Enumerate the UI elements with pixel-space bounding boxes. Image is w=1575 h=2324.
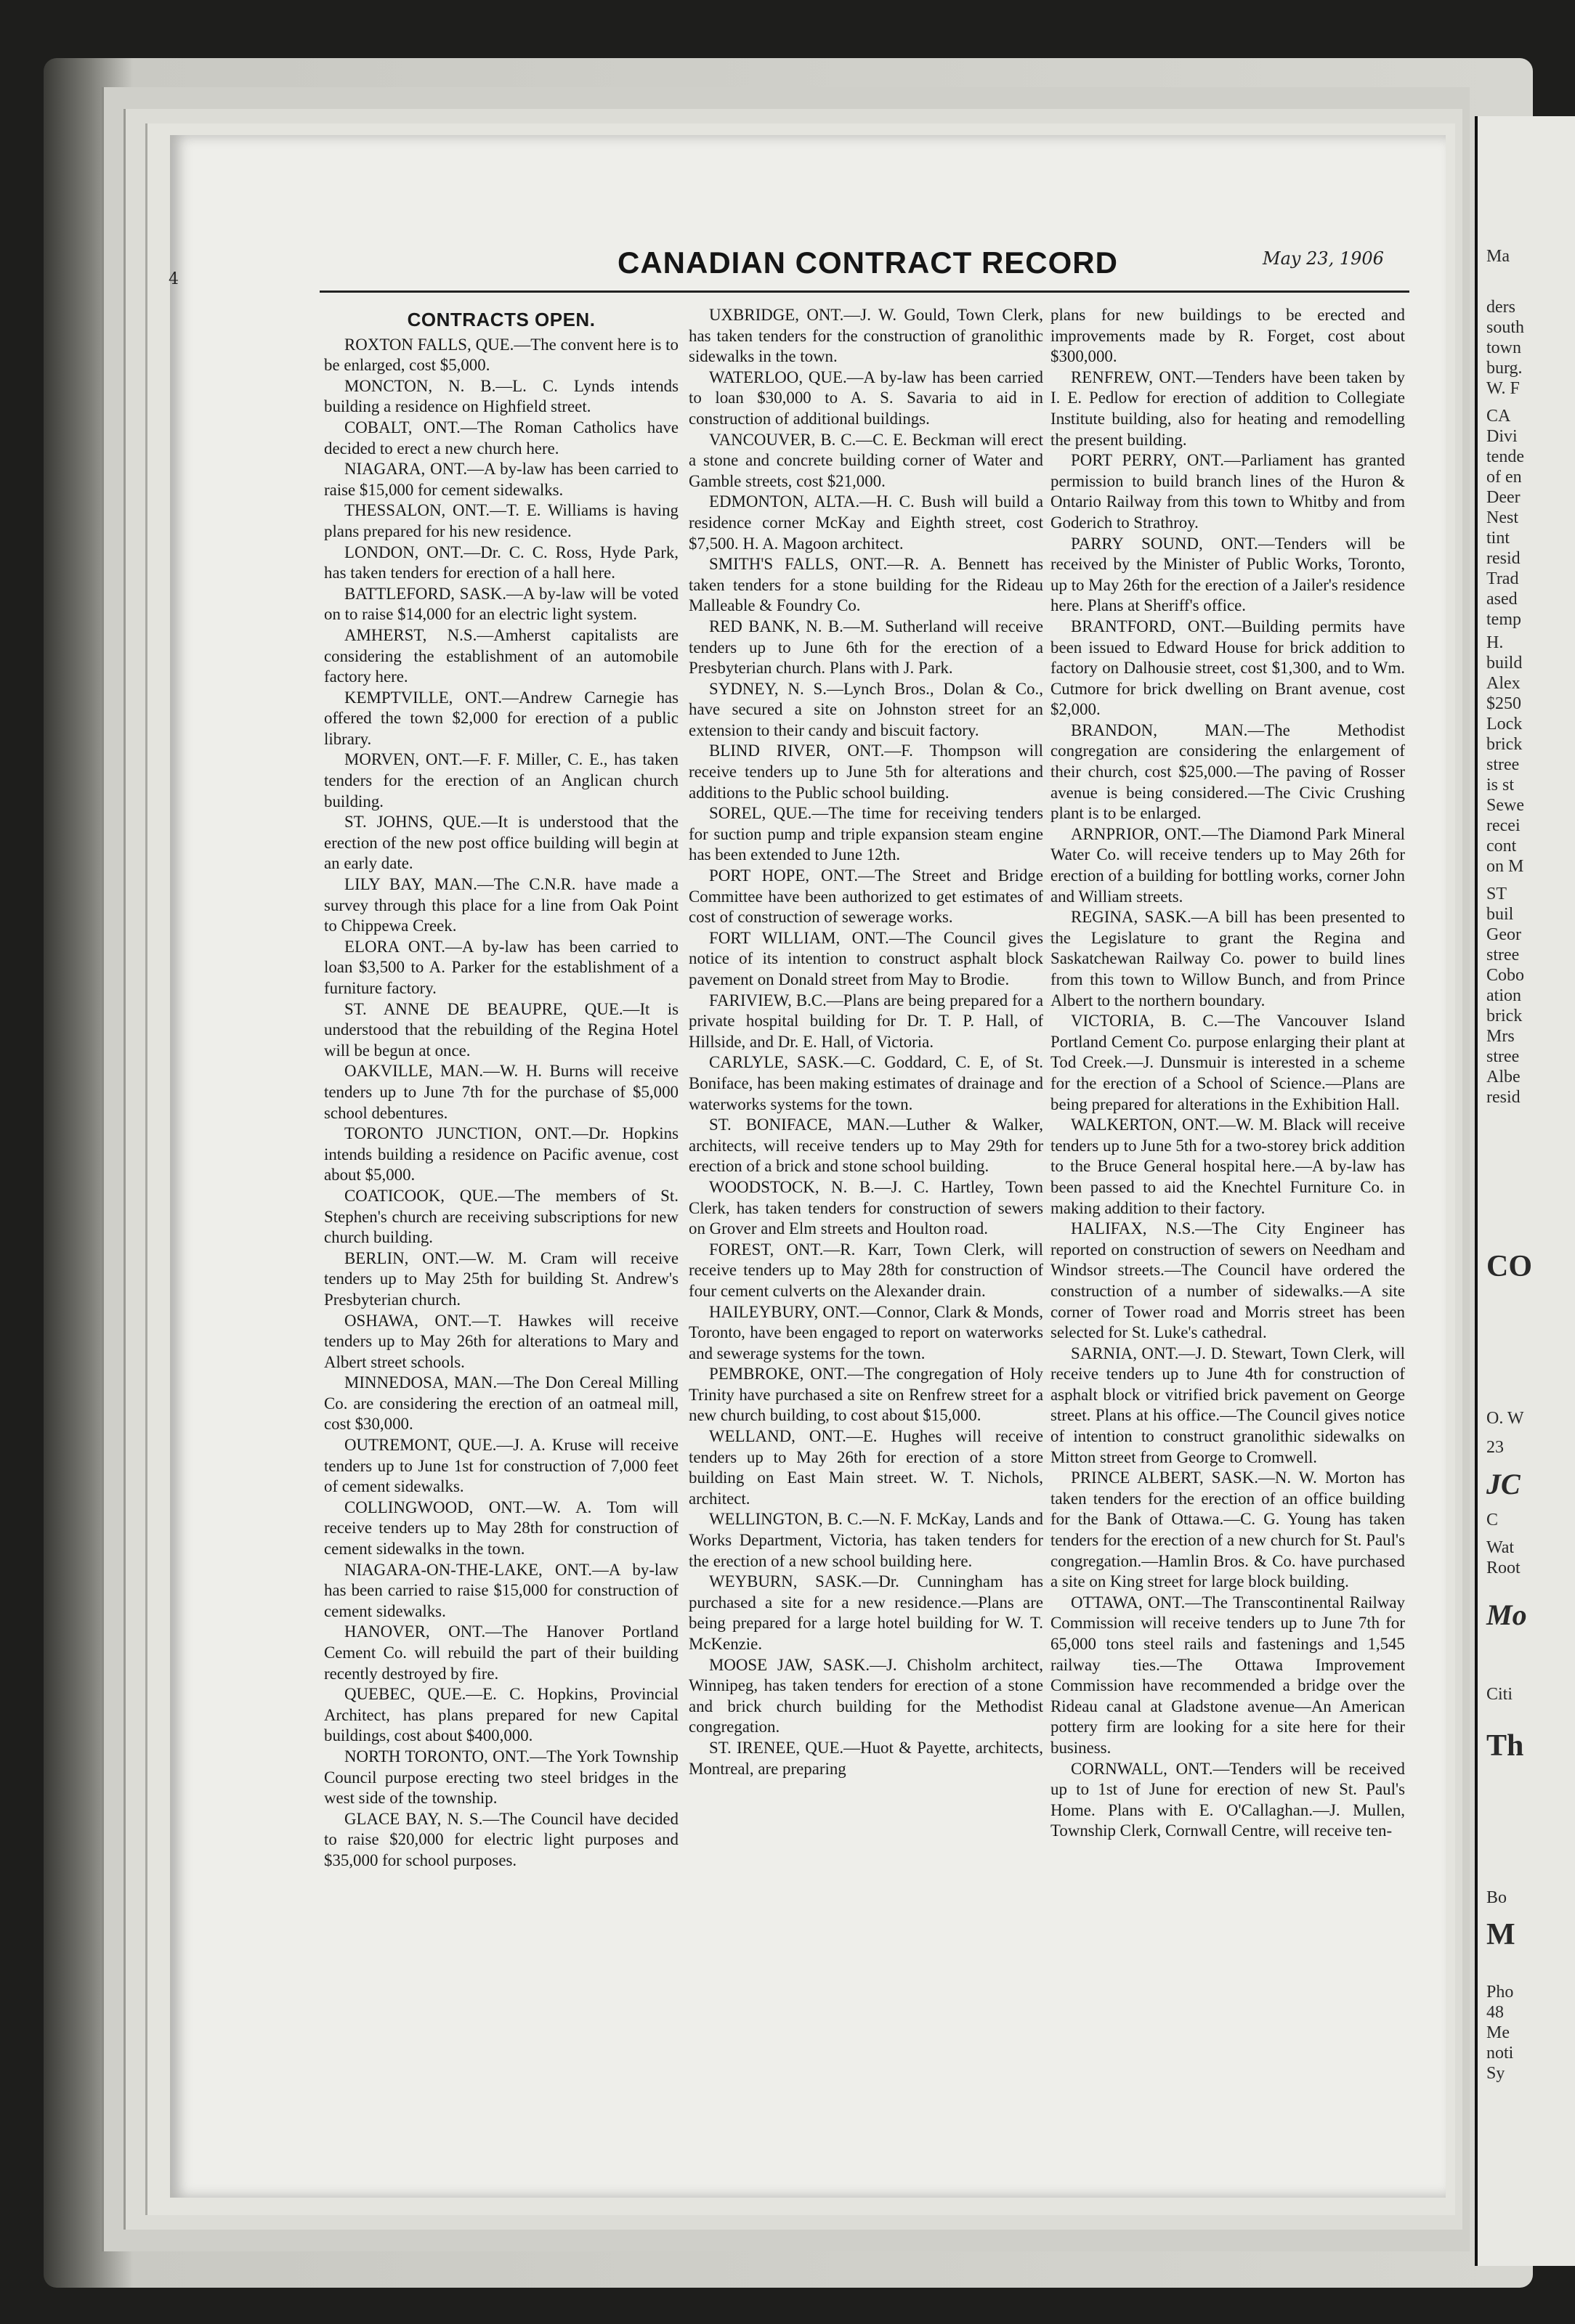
contract-entry: ROXTON FALLS, QUE.—The convent here is to be enlarged, cost $5,000. [324, 335, 679, 375]
contract-entry: OAKVILLE, MAN.—W. H. Burns will receive tenders up to June 7th for the purchase of $5,000 school debentures. [324, 1062, 679, 1122]
contract-entry: OTTAWA, ONT.—The Transcontinental Railway Commission will receive tenders up to June 7th for 65,000 tons steel rails and fastenings and 1,545 railway ties.—The Ottawa Improvement Commission have recommended a bridge over the Rideau canal at Gladstone avenue—An American pottery firm are looking for a site here for their business. [1050, 1593, 1405, 1757]
contract-entry: KEMPTVILLE, ONT.—Andrew Carnegie has offered the town $2,000 for erection of a public library. [324, 688, 679, 748]
adjacent-page-fragment: stree [1486, 755, 1520, 774]
adjacent-page-fragment: build [1486, 654, 1523, 673]
journal-title: CANADIAN CONTRACT RECORD [618, 245, 1118, 280]
contract-entry: BRANTFORD, ONT.—Building permits have been issued to Edward House for brick addition to factory on Dalhousie street, cost $1,300, and to Wm. Cutmore for brick dwelling on Brant avenue, cost $2,000. [1050, 617, 1405, 719]
adjacent-page-fragment: south [1486, 318, 1525, 337]
contract-entry: EDMONTON, ALTA.—H. C. Bush will build a residence corner McKay and Eighth street, cost $7,500. H. A. Magoon architect. [689, 492, 1043, 553]
adjacent-page-fragment: 23 [1486, 1438, 1504, 1457]
contract-entry: SOREL, QUE.—The time for receiving tenders for suction pump and triple expansion steam engine has been extended to June 12th. [689, 804, 1043, 864]
adjacent-page-fragment: $250 [1486, 694, 1521, 713]
adjacent-page-fragment: brick [1486, 1007, 1523, 1025]
adjacent-page-fragment: 48 [1486, 2003, 1504, 2022]
adjacent-page-fragment: Divi [1486, 427, 1518, 446]
contract-entry: QUEBEC, QUE.—E. C. Hopkins, Provincial Architect, has plans prepared for new Capital buildings, cost about $400,000. [324, 1685, 679, 1745]
adjacent-page-fragment: Wat [1486, 1538, 1515, 1557]
adjacent-page-fragment: town [1486, 338, 1521, 357]
column-3-entries [1050, 305, 1405, 1842]
column-2-entries [689, 305, 1043, 1779]
adjacent-page-fragment: Ma [1486, 247, 1510, 266]
adjacent-page-fragment: Root [1486, 1559, 1521, 1577]
adjacent-page-fragment: burg. [1486, 359, 1523, 378]
contract-entry: CORNWALL, ONT.—Tenders will be received up to 1st of June for erection of new St. Paul's Home. Plans with E. O'Callaghan.—J. Mullen, Township Clerk, Cornwall Centre, will receive ten- [1050, 1759, 1405, 1840]
contract-entry: CARLYLE, SASK.—C. Goddard, C. E, of St. Boniface, has been making estimates of drainage and waterworks systems for the town. [689, 1053, 1043, 1113]
adjacent-page-edge [1475, 116, 1575, 2266]
contract-entry: TORONTO JUNCTION, ONT.—Dr. Hopkins intends building a residence on Pacific avenue, cost about $5,000. [324, 1124, 679, 1185]
contract-entry: AMHERST, N.S.—Amherst capitalists are considering the establishment of an automobile factory here. [324, 625, 679, 686]
adjacent-page-fragment: Albe [1486, 1068, 1521, 1086]
adjacent-page-fragment: resid [1486, 549, 1521, 568]
adjacent-page-fragment: ST [1486, 885, 1507, 903]
contract-entry: FORT WILLIAM, ONT.—The Council gives notice of its intention to construct asphalt block pavement on Donald street from May to Brodie. [689, 928, 1043, 988]
contract-entry: MONCTON, N. B.—L. C. Lynds intends building a residence on Highfield street. [324, 376, 679, 416]
contract-entry: MINNEDOSA, MAN.—The Don Cereal Milling Co. are considering the erection of an oatmeal mill, cost $30,000. [324, 1373, 679, 1434]
contract-entry: BLIND RIVER, ONT.—F. Thompson will receive tenders up to June 5th for alterations and additions to the Public school building. [689, 742, 1043, 802]
contract-entry: NIAGARA-ON-THE-LAKE, ONT.—A by-law has been carried to raise $15,000 for construction of cement sidewalks. [324, 1560, 679, 1620]
adjacent-page-fragment: cont [1486, 837, 1517, 856]
contract-entry: FARIVIEW, B.C.—Plans are being prepared for a private hospital building for Dr. T. P. Hall, of Hillside, and Dr. E. Hall, of Victoria. [689, 991, 1043, 1051]
adjacent-page-fragment: is st [1486, 776, 1515, 795]
adjacent-page-fragment: Trad [1486, 569, 1519, 588]
contract-entry: RED BANK, N. B.—M. Sutherland will receive tenders up to June 6th for the erection of a Presbyterian church. Plans with J. Park. [689, 617, 1043, 678]
contract-entry: ST. BONIFACE, MAN.—Luther & Walker, architects, will receive tenders up to May 29th for erection of a brick and stone school building. [689, 1116, 1043, 1176]
contract-entry: ST. IRENEE, QUE.—Huot & Payette, architects, Montreal, are preparing [689, 1738, 1043, 1778]
contract-entry: WALKERTON, ONT.—W. M. Black will receive tenders up to June 5th for a two-storey brick addition to the Bruce General hospital here.—A by-law has been passed to aid the Knechtel Furniture Co. in making addition to their factory. [1050, 1116, 1405, 1217]
adjacent-page-fragment: Citi [1486, 1685, 1513, 1704]
adjacent-page-fragment: Sewe [1486, 796, 1524, 815]
contract-entry: NIAGARA, ONT.—A by-law has been carried to raise $15,000 for cement sidewalks. [324, 460, 679, 499]
adjacent-page-fragment: stree [1486, 1047, 1520, 1066]
adjacent-page-fragment: ders [1486, 298, 1515, 317]
contract-entry: ST. ANNE DE BEAUPRE, QUE.—It is understood that the rebuilding of the Regina Hotel will be begun at once. [324, 999, 679, 1060]
section-heading: CONTRACTS OPEN. [407, 309, 596, 330]
adjacent-page-fragment: Alex [1486, 674, 1521, 693]
contract-entry: PEMBROKE, ONT.—The congregation of Holy Trinity have purchased a site on Renfrew street for a new church building, to cost about $15,000. [689, 1365, 1043, 1425]
contract-entry: SMITH'S FALLS, ONT.—R. A. Bennett has taken tenders for a stone building for the Rideau Malleable & Foundry Co. [689, 555, 1043, 615]
adjacent-page-fragment: ased [1486, 590, 1518, 609]
contract-entry: COATICOOK, QUE.—The members of St. Stephen's church are receiving subscriptions for new church building. [324, 1186, 679, 1247]
adjacent-page-fragment: buil [1486, 905, 1514, 924]
contract-entry: PORT PERRY, ONT.—Parliament has granted permission to build branch lines of the Huron & Ontario Railway from this town to Whitby and from Goderich to Strathroy. [1050, 451, 1405, 532]
contract-entry: ST. JOHNS, QUE.—It is understood that the erection of the new post office building will begin at an early date. [324, 813, 679, 873]
contract-entry: HAILEYBURY, ONT.—Connor, Clark & Monds, Toronto, have been engaged to report on waterworks and sewerage systems for the town. [689, 1302, 1043, 1362]
contract-entry: COLLINGWOOD, ONT.—W. A. Tom will receive tenders up to May 28th for construction of cement sidewalks in the town. [324, 1498, 679, 1559]
adjacent-page-fragment: recei [1486, 816, 1521, 835]
adjacent-page-fragment: CA [1486, 407, 1511, 426]
contract-entry: plans for new buildings to be erected and improvements made by R. Forget, cost about $300,000. [1050, 306, 1405, 366]
adjacent-page-fragment: Sy [1486, 2064, 1505, 2083]
column-3 [1050, 305, 1405, 1842]
adjacent-page-fragment: Bo [1486, 1888, 1507, 1907]
adjacent-page-fragment: H. [1486, 633, 1504, 652]
contract-entry: VICTORIA, B. C.—The Vancouver Island Portland Cement Co. purpose enlarging their plant at Tod Creek.—J. Dunsmuir is interested in a scheme for the erection of a School of Science.—Plans are being prepared for alterations in the Exhibition Hall. [1050, 1012, 1405, 1113]
adjacent-page-fragment: on M [1486, 857, 1524, 876]
column-1 [324, 305, 679, 1872]
contract-entry: PORT HOPE, ONT.—The Street and Bridge Committee have been authorized to get estimates of cost of construction of sewerage works. [689, 866, 1043, 927]
adjacent-page-fragment: Pho [1486, 1983, 1514, 2002]
issue-date: May 23, 1906 [1263, 248, 1384, 269]
contract-entry: SYDNEY, N. S.—Lynch Bros., Dolan & Co., have secured a site on Johnston street for an extension to their candy and biscuit factory. [689, 679, 1043, 739]
contract-entry: COBALT, ONT.—The Roman Catholics have decided to erect a new church here. [324, 418, 679, 458]
column-1-entries [324, 335, 679, 1872]
adjacent-page-fragment: W. F [1486, 379, 1520, 398]
adjacent-page-fragment: JC [1486, 1468, 1521, 1500]
contract-entry: LONDON, ONT.—Dr. C. C. Ross, Hyde Park, has taken tenders for erection of a hall here. [324, 543, 679, 582]
adjacent-page-fragment: of en [1486, 468, 1522, 487]
contract-entry: WATERLOO, QUE.—A by-law has been carried to loan $30,000 to A. S. Savaria to aid in construction of additional buildings. [689, 367, 1043, 428]
contract-entry: WELLAND, ONT.—E. Hughes will receive tenders up to May 26th for erection of a store building on East Main street. W. T. Nichols, architect. [689, 1427, 1043, 1508]
contract-entry: WELLINGTON, B. C.—N. F. McKay, Lands and Works Department, Victoria, has taken tenders for the erection of a new school building here. [689, 1510, 1043, 1570]
contract-entry: ELORA ONT.—A by-law has been carried to loan $3,500 to A. Parker for the establishment of a furniture factory. [324, 937, 679, 997]
contract-entry: GLACE BAY, N. S.—The Council have decided to raise $20,000 for electric light purposes and $35,000 for school purposes. [324, 1809, 679, 1869]
contract-entry: PRINCE ALBERT, SASK.—N. W. Morton has taken tenders for the erection of an office building for the Bank of Ottawa.—C. G. Young has taken tenders for the erection of a new church for St. Paul's congregation.—Hamlin Bros. & Co. have purchased a site on King street for large block building. [1050, 1468, 1405, 1591]
adjacent-page-fragment: Mo [1486, 1598, 1527, 1631]
adjacent-page-fragment: tint [1486, 529, 1510, 548]
adjacent-page-fragment: Nest [1486, 508, 1518, 527]
adjacent-page-fragment: ation [1486, 986, 1521, 1005]
column-2 [689, 305, 1043, 1779]
adjacent-page-fragment: Cobo [1486, 966, 1525, 985]
contract-entry: SARNIA, ONT.—J. D. Stewart, Town Clerk, will receive tenders up to June 4th for construction of asphalt block or vitrified brick pavement on George street. Plans at his office.—The Council gives notice of intention to construct granolithic sidewalks on Mitton street from George to Cromwell. [1050, 1344, 1405, 1466]
contract-entry: NORTH TORONTO, ONT.—The York Township Council purpose erecting two steel bridges in the west side of the township. [324, 1747, 679, 1808]
header-rule [320, 290, 1409, 293]
adjacent-page-fragment: Lock [1486, 715, 1523, 734]
contract-entry: FOREST, ONT.—R. Karr, Town Clerk, will receive tenders up to May 28th for construction of four cement culverts on the Alexander drain. [689, 1240, 1043, 1300]
adjacent-page-fragment: tende [1486, 447, 1524, 466]
contract-entry: REGINA, SASK.—A bill has been presented to the Legislature to grant the Regina and Saskatchewan Railway Co. power to build lines from this town to Willow Bunch, and from Prince Albert to the northern boundary. [1050, 908, 1405, 1009]
contract-entry: OSHAWA, ONT.—T. Hawkes will receive tenders up to May 26th for alterations to Mary and Albert street schools. [324, 1311, 679, 1371]
contract-entry: OUTREMONT, QUE.—J. A. Kruse will receive tenders up to June 1st for construction of 7,000 feet of cement sidewalks. [324, 1436, 679, 1496]
contract-entry: HALIFAX, N.S.—The City Engineer has reported on construction of sewers on Needham and Windsor streets.—The Council have ordered the construction of a number of sidewalks.—A site corner of Tower road and Morris street has been selected for St. Luke's cathedral. [1050, 1219, 1405, 1342]
adjacent-page-fragment: temp [1486, 610, 1521, 629]
adjacent-page-fragment: Mrs [1486, 1027, 1515, 1046]
adjacent-page-fragment: CO [1486, 1250, 1532, 1283]
contract-entry: MORVEN, ONT.—F. F. Miller, C. E., has taken tenders for the erection of an Anglican church building. [324, 750, 679, 810]
contract-entry: BERLIN, ONT.—W. M. Cram will receive tenders up to May 25th for building St. Andrew's Presbyterian church. [324, 1248, 679, 1309]
adjacent-page-fragment: M [1486, 1918, 1515, 1951]
contract-entry: THESSALON, ONT.—T. E. Williams is having plans prepared for his new residence. [324, 501, 679, 540]
contract-entry: UXBRIDGE, ONT.—J. W. Gould, Town Clerk, has taken tenders for the construction of granolithic sidewalks in the town. [689, 306, 1043, 366]
adjacent-page-fragment: Deer [1486, 488, 1521, 507]
contract-entry: HANOVER, ONT.—The Hanover Portland Cement Co. will rebuild the part of their building recently destroyed by fire. [324, 1622, 679, 1683]
adjacent-page-fragment: noti [1486, 2044, 1514, 2063]
adjacent-page-fragment: C [1486, 1511, 1499, 1529]
contract-entry: RENFREW, ONT.—Tenders have been taken by I. E. Pedlow for erection of addition to Collegiate Institute building, also for heating and remodelling the present building. [1050, 367, 1405, 449]
adjacent-page-fragment: O. W [1486, 1409, 1524, 1428]
adjacent-page-fragment: Th [1486, 1729, 1524, 1763]
contract-entry: WEYBURN, SASK.—Dr. Cunningham has purchased a site for a new residence.—Plans are being prepared for a large hotel building for W. T. McKenzie. [689, 1572, 1043, 1653]
contract-entry: ARNPRIOR, ONT.—The Diamond Park Mineral Water Co. will receive tenders up to May 26th for erection of a building for bottling works, corner John and William streets. [1050, 824, 1405, 906]
contract-entry: PARRY SOUND, ONT.—Tenders will be received by the Minister of Public Works, Toronto, up to May 26th for the erection of a Jailer's residence here. Plans at Sheriff's office. [1050, 534, 1405, 615]
contract-entry: MOOSE JAW, SASK.—J. Chisholm architect, Winnipeg, has taken tenders for erection of a stone and brick church building for the Methodist congregation. [689, 1655, 1043, 1736]
contract-entry: WOODSTOCK, N. B.—J. C. Hartley, Town Clerk, has taken tenders for construction of sewers on Grover and Elm streets and Houlton road. [689, 1177, 1043, 1238]
adjacent-page-fragment: stree [1486, 946, 1520, 964]
adjacent-page-fragment: Geor [1486, 925, 1521, 944]
contract-entry: VANCOUVER, B. C.—C. E. Beckman will erect a stone and concrete building corner of Water and Gamble streets, cost $21,000. [689, 430, 1043, 490]
adjacent-page-fragment: Me [1486, 2023, 1510, 2042]
contract-entry: BATTLEFORD, SASK.—A by-law will be voted on to raise $14,000 for an electric light system. [324, 584, 679, 624]
contract-entry: BRANDON, MAN.—The Methodist congregation are considering the enlargement of their church, cost $25,000.—The paving of Rosser avenue is being considered.—The Civic Crushing plant is to be enlarged. [1050, 720, 1405, 823]
adjacent-page-fragment: resid [1486, 1088, 1521, 1107]
page-number: 4 [169, 270, 179, 288]
contract-entry: LILY BAY, MAN.—The C.N.R. have made a survey through this place for a line from Oak Point to Chippewa Creek. [324, 875, 679, 935]
adjacent-page-fragment: brick [1486, 735, 1523, 754]
